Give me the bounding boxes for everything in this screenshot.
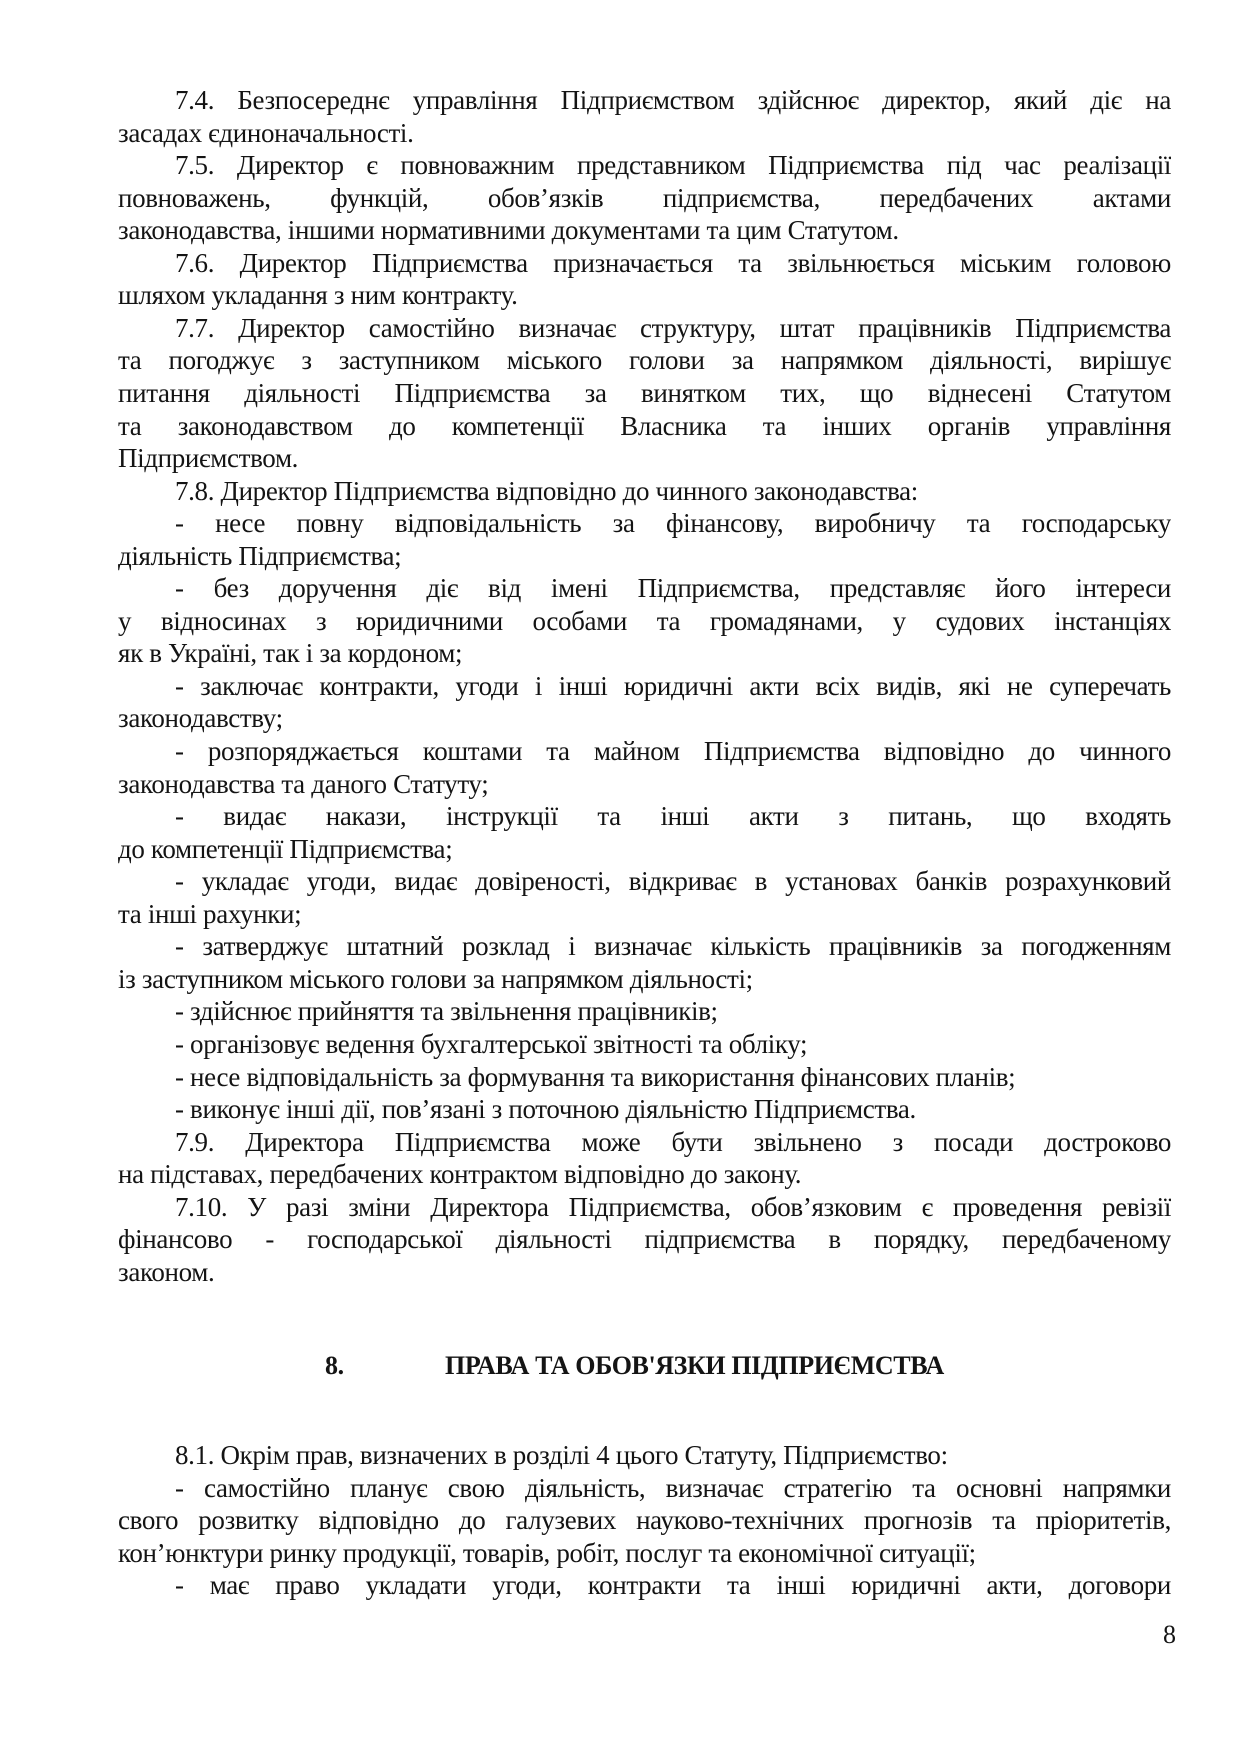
text-line: - без доручення діє від імені Підприємства, представляє його інтереси — [175, 573, 1171, 604]
text-line: кон’юнктури ринку продукції, товарів, робіт, послуг та економічної ситуації; — [118, 1537, 976, 1568]
text-line: законодавства, іншими нормативними документами та цим Статутом. — [118, 215, 899, 246]
text-line: 7.5. Директор є повноважним представником Підприємства під час реалізації — [175, 150, 1171, 181]
text-line: - самостійно планує свою діяльність, визначає стратегію та основні напрямки — [175, 1472, 1171, 1503]
text-line: 7.4. Безпосереднє управління Підприємством здійснює директор, який діє на — [175, 85, 1171, 115]
text-line: 7.8. Директор Підприємства відповідно до чинного законодавства: — [175, 475, 918, 506]
text-line: 7.9. Директора Підприємства може бути звільнено з посади достроково — [175, 1126, 1171, 1157]
text-line: та законодавством до компетенції Власника та інших органів управління — [118, 410, 1171, 441]
text-line: фінансово - господарської діяльності підприємства в порядку, передбаченому — [118, 1224, 1171, 1255]
text-line: та погоджує з заступником міського голови за напрямком діяльності, вирішує — [118, 345, 1171, 376]
text-line: - має право укладати угоди, контракти та інші юридичні акти, договори — [175, 1570, 1171, 1600]
text-line: питання діяльності Підприємства за винятком тих, що віднесені Статутом — [118, 377, 1171, 408]
text-line: - розпоряджається коштами та майном Підприємства відповідно до чинного — [175, 736, 1171, 766]
text-line: як в Україні, так і за кордоном; — [118, 638, 463, 669]
text-line: до компетенції Підприємства; — [118, 833, 453, 864]
text-line: - виконує інші дії, пов’язані з поточною діяльністю Підприємства. — [175, 1094, 916, 1125]
text-line: 7.7. Директор самостійно визначає структуру, штат працівників Підприємства — [175, 312, 1171, 343]
text-line: - затверджує штатний розклад і визначає кількість працівників за погодженням — [175, 931, 1171, 962]
text-line: - укладає угоди, видає довіреності, відкриває в установах банків розрахунковий — [175, 866, 1171, 897]
section-8-number: 8. — [325, 1351, 344, 1380]
text-line: діяльність Підприємства; — [118, 540, 402, 571]
text-line: на підставах, передбачених контрактом відповідно до закону. — [118, 1159, 802, 1190]
text-line: законодавства та даного Статуту; — [118, 768, 489, 799]
page-number: 8 — [1163, 1620, 1176, 1649]
text-line: - здійснює прийняття та звільнення працівників; — [175, 996, 718, 1027]
text-line: Підприємством. — [118, 443, 299, 474]
text-line: та інші рахунки; — [118, 898, 302, 929]
text-line: - несе відповідальність за формування та використання фінансових планів; — [175, 1061, 1016, 1092]
text-line: у відносинах з юридичними особами та громадянами, у судових інстанціях — [118, 605, 1171, 636]
text-line: - заключає контракти, угоди і інші юридичні акти всіх видів, які не суперечать — [175, 670, 1171, 701]
text-line: - організовує ведення бухгалтерської звітності та обліку; — [175, 1028, 808, 1059]
section-8-heading — [0, 1349, 1240, 1383]
text-line: свого розвитку відповідно до галузевих науково-технічних прогнозів та пріоритетів, — [118, 1505, 1171, 1535]
text-line: 8.1. Окрім прав, визначених в розділі 4 цього Статуту, Підприємство: — [175, 1440, 948, 1470]
section-8-title: ПРАВА ТА ОБОВ'ЯЗКИ ПІДПРИЄМСТВА — [445, 1351, 944, 1380]
text-line: із заступником міського голови за напрямком діяльності; — [118, 963, 753, 994]
text-line: шляхом укладання з ним контракту. — [118, 280, 518, 311]
text-line: повноважень, функцій, обов’язків підприємства, передбачених актами — [118, 182, 1171, 213]
text-line: засадах єдиноначальності. — [118, 117, 414, 148]
text-line: 7.6. Директор Підприємства призначається та звільнюється міським головою — [175, 247, 1171, 278]
text-line: 7.10. У разі зміни Директора Підприємства, обов’язковим є проведення ревізії — [175, 1191, 1171, 1222]
text-line: - видає накази, інструкції та інші акти з питань, що входять — [175, 801, 1171, 832]
text-line: законом. — [118, 1256, 215, 1287]
text-line: законодавству; — [118, 703, 283, 734]
text-line: - несе повну відповідальність за фінансову, виробничу та господарську — [175, 508, 1171, 539]
